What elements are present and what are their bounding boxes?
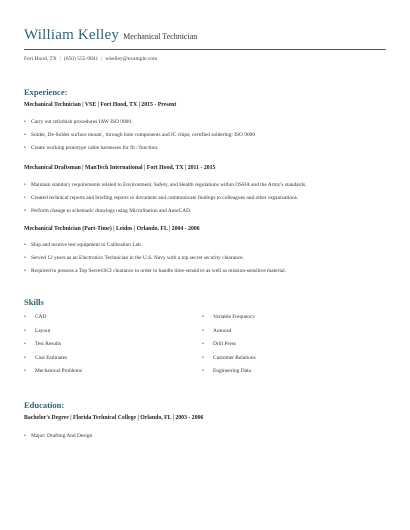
list-item: • Cost Estimates xyxy=(24,355,82,369)
list-item: • Mechanical Problems xyxy=(24,368,82,382)
contact-email[interactable]: wkelley@example.com xyxy=(105,56,158,62)
job-2-bullets xyxy=(24,182,306,221)
list-item: • Variable Frequency xyxy=(202,314,256,328)
skills-right-column xyxy=(202,314,256,382)
list-item: • Maintain statutory requirements related to Environment, Safety, and Health regulations within OSHA and the Army's standards. xyxy=(24,182,306,195)
job-title-1: Mechanical Technician | VSE | Fort Hood, TX | 2015 - Present xyxy=(24,102,177,108)
contact-line xyxy=(24,56,157,62)
candidate-title: Mechanical Technician xyxy=(123,32,198,41)
education-heading: Education: xyxy=(24,400,65,410)
list-item: • Test Results xyxy=(24,341,82,355)
skills-heading: Skills xyxy=(24,297,44,307)
candidate-name: William Kelley xyxy=(24,27,120,43)
resume-header xyxy=(24,26,386,44)
degree-line: Bachelor's Degree | Florida Technical College | Orlando, FL | 2003 - 2006 xyxy=(24,415,204,421)
list-item: • Engineering Data xyxy=(202,368,256,382)
list-item: • Autocad xyxy=(202,328,256,342)
list-item: • Create working prototype cable harnesses for fit / function. xyxy=(24,145,255,158)
contact-separator: | xyxy=(59,56,61,62)
contact-location: Fort Hood, TX xyxy=(24,56,57,62)
job-title-2: Mechanical Draftsman | ManTech International | Fort Hood, TX | 2011 - 2015 xyxy=(24,165,216,171)
list-item: • Solder, De-Solder surface mount , through hole components and IC chips; certified soldering: ISO 9000 xyxy=(24,132,255,145)
job-3-bullets xyxy=(24,242,286,281)
job-1-bullets xyxy=(24,119,255,158)
contact-phone: (650) 555-9841 xyxy=(63,56,99,62)
list-item: • CAD xyxy=(24,314,82,328)
list-item: • Served 12 years as an Electronics Technician in the U.S. Navy with a top secret security clearance. xyxy=(24,255,286,268)
experience-heading: Experience: xyxy=(24,87,68,97)
list-item: • Drill Press xyxy=(202,341,256,355)
list-item: • Layout xyxy=(24,328,82,342)
skills-left-column xyxy=(24,314,82,382)
header-divider xyxy=(24,49,386,50)
list-item: • Ship and receive test equipment to Calibration Lab. xyxy=(24,242,286,255)
job-title-3: Mechanical Technician (Part-Time) | Leidos | Orlando, FL | 2004 - 2006 xyxy=(24,226,200,232)
list-item: • Perform change to schematic drawings using MicroStation and AutoCAD. xyxy=(24,208,306,221)
list-item: • Created technical reports and briefing reports to document and communicate findings to colleagues and other organizations. xyxy=(24,195,306,208)
degree-detail: • Major: Drafting And Design xyxy=(24,433,92,439)
list-item: • Customer Relations xyxy=(202,355,256,369)
list-item: • Required to possess a Top Secret/SCI clearance in order to handle time-sensitive as well as mission-sensitive material. xyxy=(24,268,286,281)
list-item: • Carry out refurbish procedures IAW ISO 9000. xyxy=(24,119,255,132)
contact-separator: | xyxy=(101,56,103,62)
